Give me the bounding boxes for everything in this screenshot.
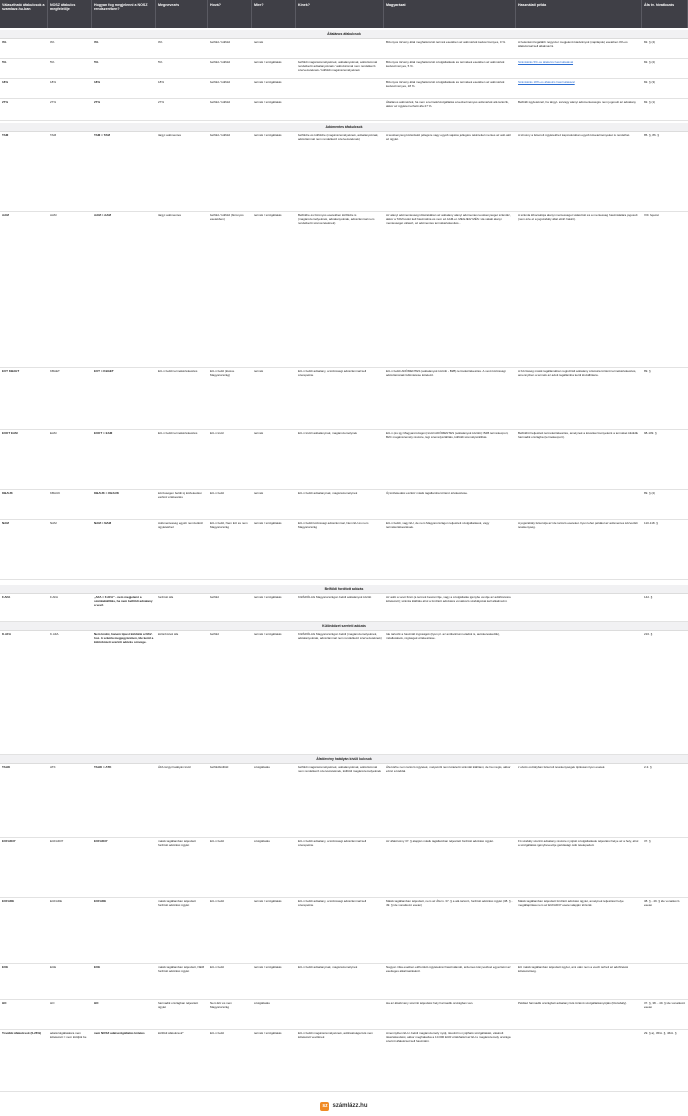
- table-cell: EUT KBAET: [2, 369, 20, 373]
- table-cell: belföld / külföld: [210, 100, 231, 104]
- table-cell: 82. § (3): [644, 80, 656, 84]
- table-cell: termék / szolgáltatás: [254, 595, 282, 599]
- table-cell: termék / szolgáltatás: [254, 133, 282, 137]
- table-row: [0, 594, 688, 622]
- table-cell: Amennyiben EU-n belüli magánszemély nyújt, távolról is nyújtható szolgáltatást, vásárolt távértékesítést, akkor meghaladva a 10.000 EUR értékhatárt az EU-s magánszemély országa szerinti áfakulcsot kell használni.: [386, 1031, 511, 1043]
- table-cell: Az alanyi adómentesség időszakában az adóalany alanyi adómentes tevékenységet számláz, akkor a TAM kódot kell használnia és nem az AAM-et. MEGJEGYZÉS: Ha valaki alanyi mentességet választ, az adómentes termékértékesítés...: [386, 213, 511, 225]
- table-cell: A jogszabály felsorolja az ide tartozó eseteket. Ilyen lehet például az adómentes közvetítői tevékenység.: [518, 521, 638, 529]
- table-cell: EU-n belül (kivéve Magyarország): [210, 369, 235, 377]
- table-cell: 82. § (2): [644, 60, 656, 64]
- table-cell: 5%: [158, 60, 163, 64]
- table-row: [0, 132, 688, 212]
- table-cell: 2-3. §: [644, 765, 652, 769]
- table-cell: „AFA > F.AFA" - nem megjelenő a számlakiállítás, ha nem belföldi adóalany a vevő: [94, 595, 153, 607]
- table-cell: Másik tagállamban teljesített fordított adózású ügylet, amelynek teljesítési helye megállapítása nem az EUFAD37 esetei alapján történik.: [518, 899, 624, 907]
- table-cell: A tevékenység közérdekű jellegére vagy egyéb sajátos jellegére tekintettel mentes az adó alól az ügylet.: [386, 133, 511, 141]
- table-cell: belföldi magánszemélyeknek, adóalanyoknak, adószámmal nem rendelkező szervezeteknek, külföldi magánszemélyeknek: [298, 765, 382, 773]
- table-cell[interactable]: Számlázás 18%-os áfakulcs használatával: [518, 80, 575, 84]
- table-cell: szolgáltatás: [254, 765, 270, 769]
- table-cell: 27%: [94, 100, 101, 104]
- table-row: [0, 1030, 688, 1092]
- table-cell: [296, 79, 384, 98]
- table-cell: EUKT EAM: [2, 431, 18, 435]
- table-cell: belföld / külföld (bizonyos esetekben): [210, 213, 244, 221]
- table-cell: belföldi magánszemélyeknek, adóalanyoknak, adószámmal rendelkező adóalanyoknak / adószámmal nem rendelkező szervezeteknek / külföldi magánszemélyeknek: [298, 60, 378, 72]
- table-header: [0, 0, 688, 28]
- table-cell: Új közlekedési eszköz másik tagállamba történő értékesítése.: [386, 491, 468, 495]
- table-cell: TAM > TAM: [94, 133, 110, 137]
- header-cell: NOSZ áfakulcs megfelelője: [48, 0, 92, 28]
- table-cell: AAM > AAM: [94, 213, 111, 217]
- table-cell: További áfakulcsok (0-26%): [2, 1031, 42, 1035]
- table-cell: 89. § (2): [644, 491, 656, 495]
- table-cell: 98-109. §: [644, 431, 657, 435]
- table-cell: EU-n kívüli adóalanynak, magánszemélynek: [298, 431, 358, 435]
- table-cell: belföld / külföld: [210, 80, 231, 84]
- table-cell: [296, 39, 384, 58]
- table-cell: z eboló osztályban felsorolt tevékenységek tipikusan ilyen esetek.: [518, 765, 606, 769]
- header-cell: Áfa tv. hivatkozás: [642, 0, 688, 28]
- table-cell: [296, 99, 384, 120]
- table-cell: belföld / külföld: [210, 40, 231, 44]
- table-cell: ATK: [50, 765, 56, 769]
- table-cell: termék: [254, 40, 264, 44]
- table-cell: [516, 631, 642, 754]
- table-cell: 89. §: [644, 369, 651, 373]
- table-cell: A Közösség másik tagállamában regisztrált adóalany számára történő termékértékesítés, amennyiben a termék az adott tagállamba kerül kiszállításra.: [518, 369, 637, 377]
- table-cell: másik tagállamban teljesített fordított adózású ügylet: [158, 899, 196, 907]
- table-cell[interactable]: Számlázás 5%-os áfakulcs használatával: [518, 60, 574, 64]
- table-cell: harmadik országban teljesített ügylet: [158, 1001, 199, 1009]
- table-cell: EUFAD37: [50, 839, 64, 843]
- table-cell: Belföldi ügyleteknél, ha tárgyi- és/vagy alanyi adómentességre nem jogosult az adóalany: [518, 100, 636, 104]
- brand-logo[interactable]: [320, 1102, 367, 1111]
- table-cell: 18%: [50, 80, 57, 84]
- table-cell: HO: [50, 1001, 55, 1005]
- header-cell: Magyarázat: [384, 0, 516, 28]
- table-cell: szolgáltatás: [254, 1001, 270, 1005]
- table-cell: [516, 490, 642, 519]
- section-title: Áfatörvény hatályán kívüli kulcsok: [0, 755, 688, 764]
- table-cell: Az áfatörvény 37. § alapján másik tagállamban teljesített fordított adózású ügylet.: [386, 839, 494, 843]
- header-cell: Kinek?: [296, 0, 384, 28]
- table-cell: termék / szolgáltatás: [254, 1031, 282, 1035]
- table-cell: Nem kódot, hanem típust küldünk a NAV-hoz. A számla megjegyzésben, Ide kerül a különbözeti szerinti adózás szövege.: [94, 632, 154, 644]
- table-cell: KBAUK: [50, 491, 61, 495]
- header-cell: Hová?: [208, 0, 252, 28]
- table-cell: EU-n belüli, vagy EU, de nem Magyarországon teljesített szolgáltatások, vagy termékértékesítések.: [386, 521, 490, 529]
- table-row: [0, 79, 688, 99]
- table-cell: [516, 1030, 642, 1091]
- table-row: [0, 764, 688, 838]
- table-cell: EU-n (és így Magyarországon) kívüli ADÓMENTES (adóalanyok közötti): B2B termékexport, B2C magánszemély részére, légi személyszállítás, külföldi személyszállítás.: [386, 431, 509, 439]
- table-cell: termék / szolgáltatás: [254, 100, 282, 104]
- table-cell: A számla kibocsátója alanyi mentességet választott és a mentesség használatára jogosult (nem érte el a jogszabály által előírt határt).: [518, 213, 638, 221]
- table-cell: A törvény a felsorolt ügyletekhez kapcsolódóan egyéb követelményeket is rendelhet.: [518, 133, 631, 137]
- table-cell: Például harmadik országbeli adóalany felé történő szolgáltatásnyújtás (főszabály).: [518, 1001, 628, 1005]
- table-cell: EU-n belül: [210, 1031, 225, 1035]
- table-cell: EU-n belüli adóalanynak, magánszemélynek: [298, 965, 358, 969]
- table-cell: Fő szabály szerinti adóalany részére nyújtott szolgáltatások teljesítési helye az a hely, ahol a szolgáltatás igénybevevője gazdasági célú letelepedett.: [518, 839, 639, 847]
- table-cell: [296, 1000, 384, 1029]
- table-cell: F.AFA: [50, 595, 59, 599]
- table-cell: EU-n belüli termékértékesítés: [158, 369, 198, 373]
- table-cell: termék / szolgáltatás: [254, 965, 282, 969]
- table-cell: A helenként légalább négyszer megjelenő kiadványok (napilapok) esetében 0%-os áfakulccsal kell alkalmazni.: [518, 40, 628, 48]
- table-cell: Másik tagállamban teljesített, nem az Áfa tv. 37. § a alá tartozó, fordított adózású ügylet (38. § - 49. § ide vonatkozó esetei): [386, 899, 513, 907]
- table-cell: termék: [254, 491, 264, 495]
- table-cell: különbözeti áfa: [158, 632, 179, 636]
- table-cell: KBAUK: [2, 491, 13, 495]
- header-cell: Mire?: [252, 0, 296, 28]
- table-cell: KBAUK > KBAUK: [94, 491, 120, 495]
- table-cell: XIII. fejezet: [644, 213, 660, 217]
- table-row: [0, 964, 688, 1000]
- section-title: Különbözet szerinti adózás: [0, 622, 688, 631]
- table-cell: EU másik tagállamban teljesített ügylet, ami után nem a vevőt terheli az adófizetési kötelezettség.: [518, 965, 629, 973]
- table-cell: EU-n belüli adóalanynak, magánszemélynek: [298, 491, 358, 495]
- table-cell: termék / szolgáltatás: [254, 213, 282, 217]
- table-cell: közösségen belüli új közlekedési eszköz értékesítés: [158, 491, 202, 499]
- table-cell: EU-n belüli adóalany, a közösségi adószámmal kell szerepelnie: [298, 369, 367, 377]
- table-cell: AAM: [50, 213, 57, 217]
- table-row: [0, 520, 688, 580]
- table-row: [0, 1000, 688, 1030]
- table-cell: KIZÁRÓLAG Magyarországon belüli (magánszemélyeknek, adóalanyoknak, adószámmal nem rendelkező szervezeteknek): [298, 632, 382, 640]
- table-cell: EAM: [50, 431, 57, 435]
- header-cell: Használati példa: [516, 0, 642, 28]
- table-cell: EU-n belüli ADÓMENTES (adóalanyok közötti - B2B) termékértékesítés. A vevő közösségi adószámának feltüntetése kötelező.: [386, 369, 506, 377]
- table-cell: nem NOSZ adatszolgáltatás köteles: [94, 1031, 145, 1035]
- table-cell: EU-n belüli adóalany, a közösségi adószámmal kell szerepelnie: [298, 899, 367, 907]
- table-cell: 18%: [2, 80, 9, 84]
- table-cell: 0%: [50, 40, 55, 44]
- brand-name: számlázz.hu: [332, 1103, 368, 1109]
- table-cell: Ha az áfatörvény szerinti teljesítési hely harmadik országban van.: [386, 1001, 474, 1005]
- table-cell: termék / szolgáltatás: [254, 632, 282, 636]
- table-cell: szolgáltatás: [254, 839, 270, 843]
- table-cell: 5%: [2, 60, 7, 64]
- table-cell: 82. § (1): [644, 100, 656, 104]
- table-cell: Belföldről teljesített termékértékesítés, amelynek a következményeként a terméket kiküldik harmadik országba (termékexport).: [518, 431, 639, 439]
- table-cell: termék: [254, 369, 264, 373]
- table-cell: EUFAD37: [94, 839, 108, 843]
- table-row: [0, 898, 688, 964]
- table-cell: 27%: [2, 100, 9, 104]
- table-cell: 18%: [94, 80, 101, 84]
- table-cell: [516, 594, 642, 621]
- brand-logo-icon: sz: [322, 1103, 328, 1109]
- table-row: [0, 99, 688, 121]
- table-cell: 142. §: [644, 595, 653, 599]
- table-cell: EU-n belül: [210, 965, 225, 969]
- table-cell: EUKT > EAM: [94, 431, 113, 435]
- table-cell: 5%: [50, 60, 55, 64]
- table-cell: HO: [2, 1001, 7, 1005]
- table-cell: 27%: [50, 100, 57, 104]
- table-cell: termék / szolgáltatás: [254, 80, 282, 84]
- table-cell: ÁFA tárgyi hatályán kívül: [158, 765, 191, 769]
- table-cell: EUFADE: [94, 899, 107, 903]
- table-cell: EUE: [94, 965, 101, 969]
- table-row: [0, 490, 688, 520]
- table-cell: NAM: [2, 521, 9, 525]
- table-cell: EU-n belül: [210, 839, 225, 843]
- header-cell: Választható áfakulcsok a szamlazz.hu-ban: [0, 0, 48, 28]
- table-row: [0, 430, 688, 490]
- table-cell: tárgyi adómentes: [158, 133, 182, 137]
- table-cell: belföld: [210, 595, 219, 599]
- table-cell: F.AFA: [2, 595, 11, 599]
- table-cell: AAM: [2, 213, 9, 217]
- table-cell: termék / szolgáltatás: [254, 60, 282, 64]
- section-title: Belföldi fordított adózás: [0, 585, 688, 594]
- table-cell: TAM: [50, 133, 57, 137]
- table-cell: Bizonyos törvény által meghatározott termék esetében az adómérték kedvezményes, 0 %.: [386, 40, 506, 44]
- table-cell: 82. § (4): [644, 40, 656, 44]
- table-cell: 0%: [158, 40, 163, 44]
- table-cell: 37. §: [644, 839, 651, 843]
- table-cell: 37. §, 38. - 49. § ide vonatkozó esetei: [644, 1001, 686, 1009]
- table-cell: adatszolgáltatásra nem kötelezett = nem küldjük be: [50, 1031, 87, 1039]
- section-title: Adómentes áfakulcsok: [0, 123, 688, 132]
- table-cell: Ide tartozik a használt ingóságok (ilyen pl. az antikváriumi eladók is, autókereskedők), műalkotások, régiségek értékesítése.: [386, 632, 500, 640]
- table-cell: EUE: [2, 965, 9, 969]
- table-cell: EU-n belüli közösségi adószámmal, Nem EU és nem Magyarország: [298, 521, 369, 529]
- table-cell: EUT > KBAET: [94, 369, 114, 373]
- table-cell: K.AFA: [50, 632, 59, 636]
- header-cell: Megnevezés: [156, 0, 208, 28]
- table-cell: TAHK: [2, 765, 11, 769]
- table-cell: tárgyi adómentes: [158, 213, 182, 217]
- table-cell: Áfa körbe nem tartozó ügyletek, melyekről nem kötelező számlát kiállítani, de ha mégis, akkor ezzel a kóddal.: [386, 765, 511, 773]
- table-cell: belföld / külföld: [210, 60, 231, 64]
- table-row: [0, 631, 688, 755]
- table-row: [0, 39, 688, 59]
- table-cell: NAM > NAM: [94, 521, 112, 525]
- table-cell: EUE: [50, 965, 57, 969]
- table-cell: HO: [94, 1001, 99, 1005]
- table-cell: EU-n belüli adóalany, a közösségi adószámmal kell szerepelnie: [298, 839, 367, 847]
- table-cell: NAM: [50, 521, 57, 525]
- table-cell: EU-n kívül: [210, 431, 224, 435]
- table-cell: 110-118. §: [644, 521, 658, 525]
- table-cell: EUFADE: [2, 899, 15, 903]
- table-row: [0, 59, 688, 79]
- table-cell: 216. §: [644, 632, 653, 636]
- table-cell: 0%: [94, 40, 99, 44]
- table-cell: Az adót a vevő fizeti (a termék beszerzője, vagy a szolgáltatás igénybe vevője az adófizetésre kötelezett); számla kiállítás ahol a fordított adózásra vonatkozó szabályokat kell alkalmazni.: [386, 595, 511, 603]
- table-cell: KBAET: [50, 369, 60, 373]
- table-row: [0, 368, 688, 430]
- table-cell: termék / szolgáltatás: [254, 521, 282, 525]
- table-cell: EU-n belül: [210, 491, 225, 495]
- table-cell: EU-n belüli termékértékesítés: [158, 431, 198, 435]
- table-cell: TAHK > ATK: [94, 765, 112, 769]
- table-cell: belföld / külföld: [210, 133, 231, 137]
- table-cell: Nagyon ritka esetben előforduló ügyleteknél használandó, érdemes könyvelővel egyeztetni az esetleges alkalmazásáról.: [386, 965, 511, 973]
- footer: [0, 1096, 688, 1116]
- table-cell: fordított áfa: [158, 595, 174, 599]
- section-title: Általános áfakulcsok: [0, 30, 688, 39]
- table-cell: TAM: [2, 133, 9, 137]
- table-cell: Belföldre és bizonyos esetekben külföldre is (magánszemélyeknek, adóalanyoknak, adószámmal nem rendelkező szervezeteknek): [298, 213, 375, 225]
- table-cell: Általános adómérték, ha nem a termék/szolgáltatás a kedvezményes adómérték alá tartozik, akkor az ügyletet terhelő áfa 27 %.: [386, 100, 509, 108]
- table-cell: K.AFA: [2, 632, 11, 636]
- table-cell: belföldre és külföldre (magánszemélyeknek, adóalanyoknak, adószámmal nem rendelkező szervezeteknek): [298, 133, 379, 141]
- table-cell: 5%: [94, 60, 99, 64]
- table-cell: 38. § - 49. § ide vonatkozó esetei: [644, 899, 680, 907]
- table-cell: belföld/külföld: [210, 765, 229, 769]
- table-cell: 27%: [158, 100, 165, 104]
- header-cell: Hogyan fog megjelenni a NOSZ rendszerében?: [92, 0, 156, 28]
- table-cell: KIZÁRÓLAG Magyarországon belüli adóalanyok között: [298, 595, 372, 599]
- table-cell: EUFAD37: [2, 839, 16, 843]
- table-row: [0, 838, 688, 898]
- table-cell: Bizonyos törvény által meghatározott szolgáltatások és termékek esetében az adómérték kedvezményes, 5 %.: [386, 60, 505, 68]
- table-cell: EU-n belüli magánszemélyeknek, adóhatósága felé nem kötelezett vevőknek: [298, 1031, 374, 1039]
- table-cell: belföld: [210, 632, 219, 636]
- table-cell: termék: [254, 431, 264, 435]
- table-cell: 18%: [158, 80, 165, 84]
- table-cell: EUFADE: [50, 899, 63, 903]
- table-cell: EU-n belül, Nem EU és nem Magyarország: [210, 521, 248, 529]
- table-cell: 0%: [2, 40, 7, 44]
- table-cell: termék / szolgáltatás: [254, 899, 282, 903]
- table-cell: 85. §, 86. §: [644, 133, 660, 137]
- table-row: [0, 212, 688, 368]
- table-cell: Adómentesség egyéb nemzetközi ügyletekhez: [158, 521, 204, 529]
- table-cell: 29. § a), 45/A. §, 46/A. §: [644, 1031, 677, 1035]
- table-cell: EU-n belül: [210, 899, 225, 903]
- table-cell: másik tagállamban teljesített, NEM fordított adózású ügylet: [158, 965, 205, 973]
- table-cell: másik tagállamban teljesített fordított adózású ügylet: [158, 839, 196, 847]
- table-cell: [642, 964, 688, 999]
- table-cell: külföldi áfakulcsok*: [158, 1031, 184, 1035]
- table-cell: Nem EU és nem Magyarország: [210, 1001, 233, 1009]
- table-cell: Bizonyos törvény által meghatározott szolgáltatások és termékek esetében az adómérték kedvezményes, 18 %.: [386, 80, 505, 88]
